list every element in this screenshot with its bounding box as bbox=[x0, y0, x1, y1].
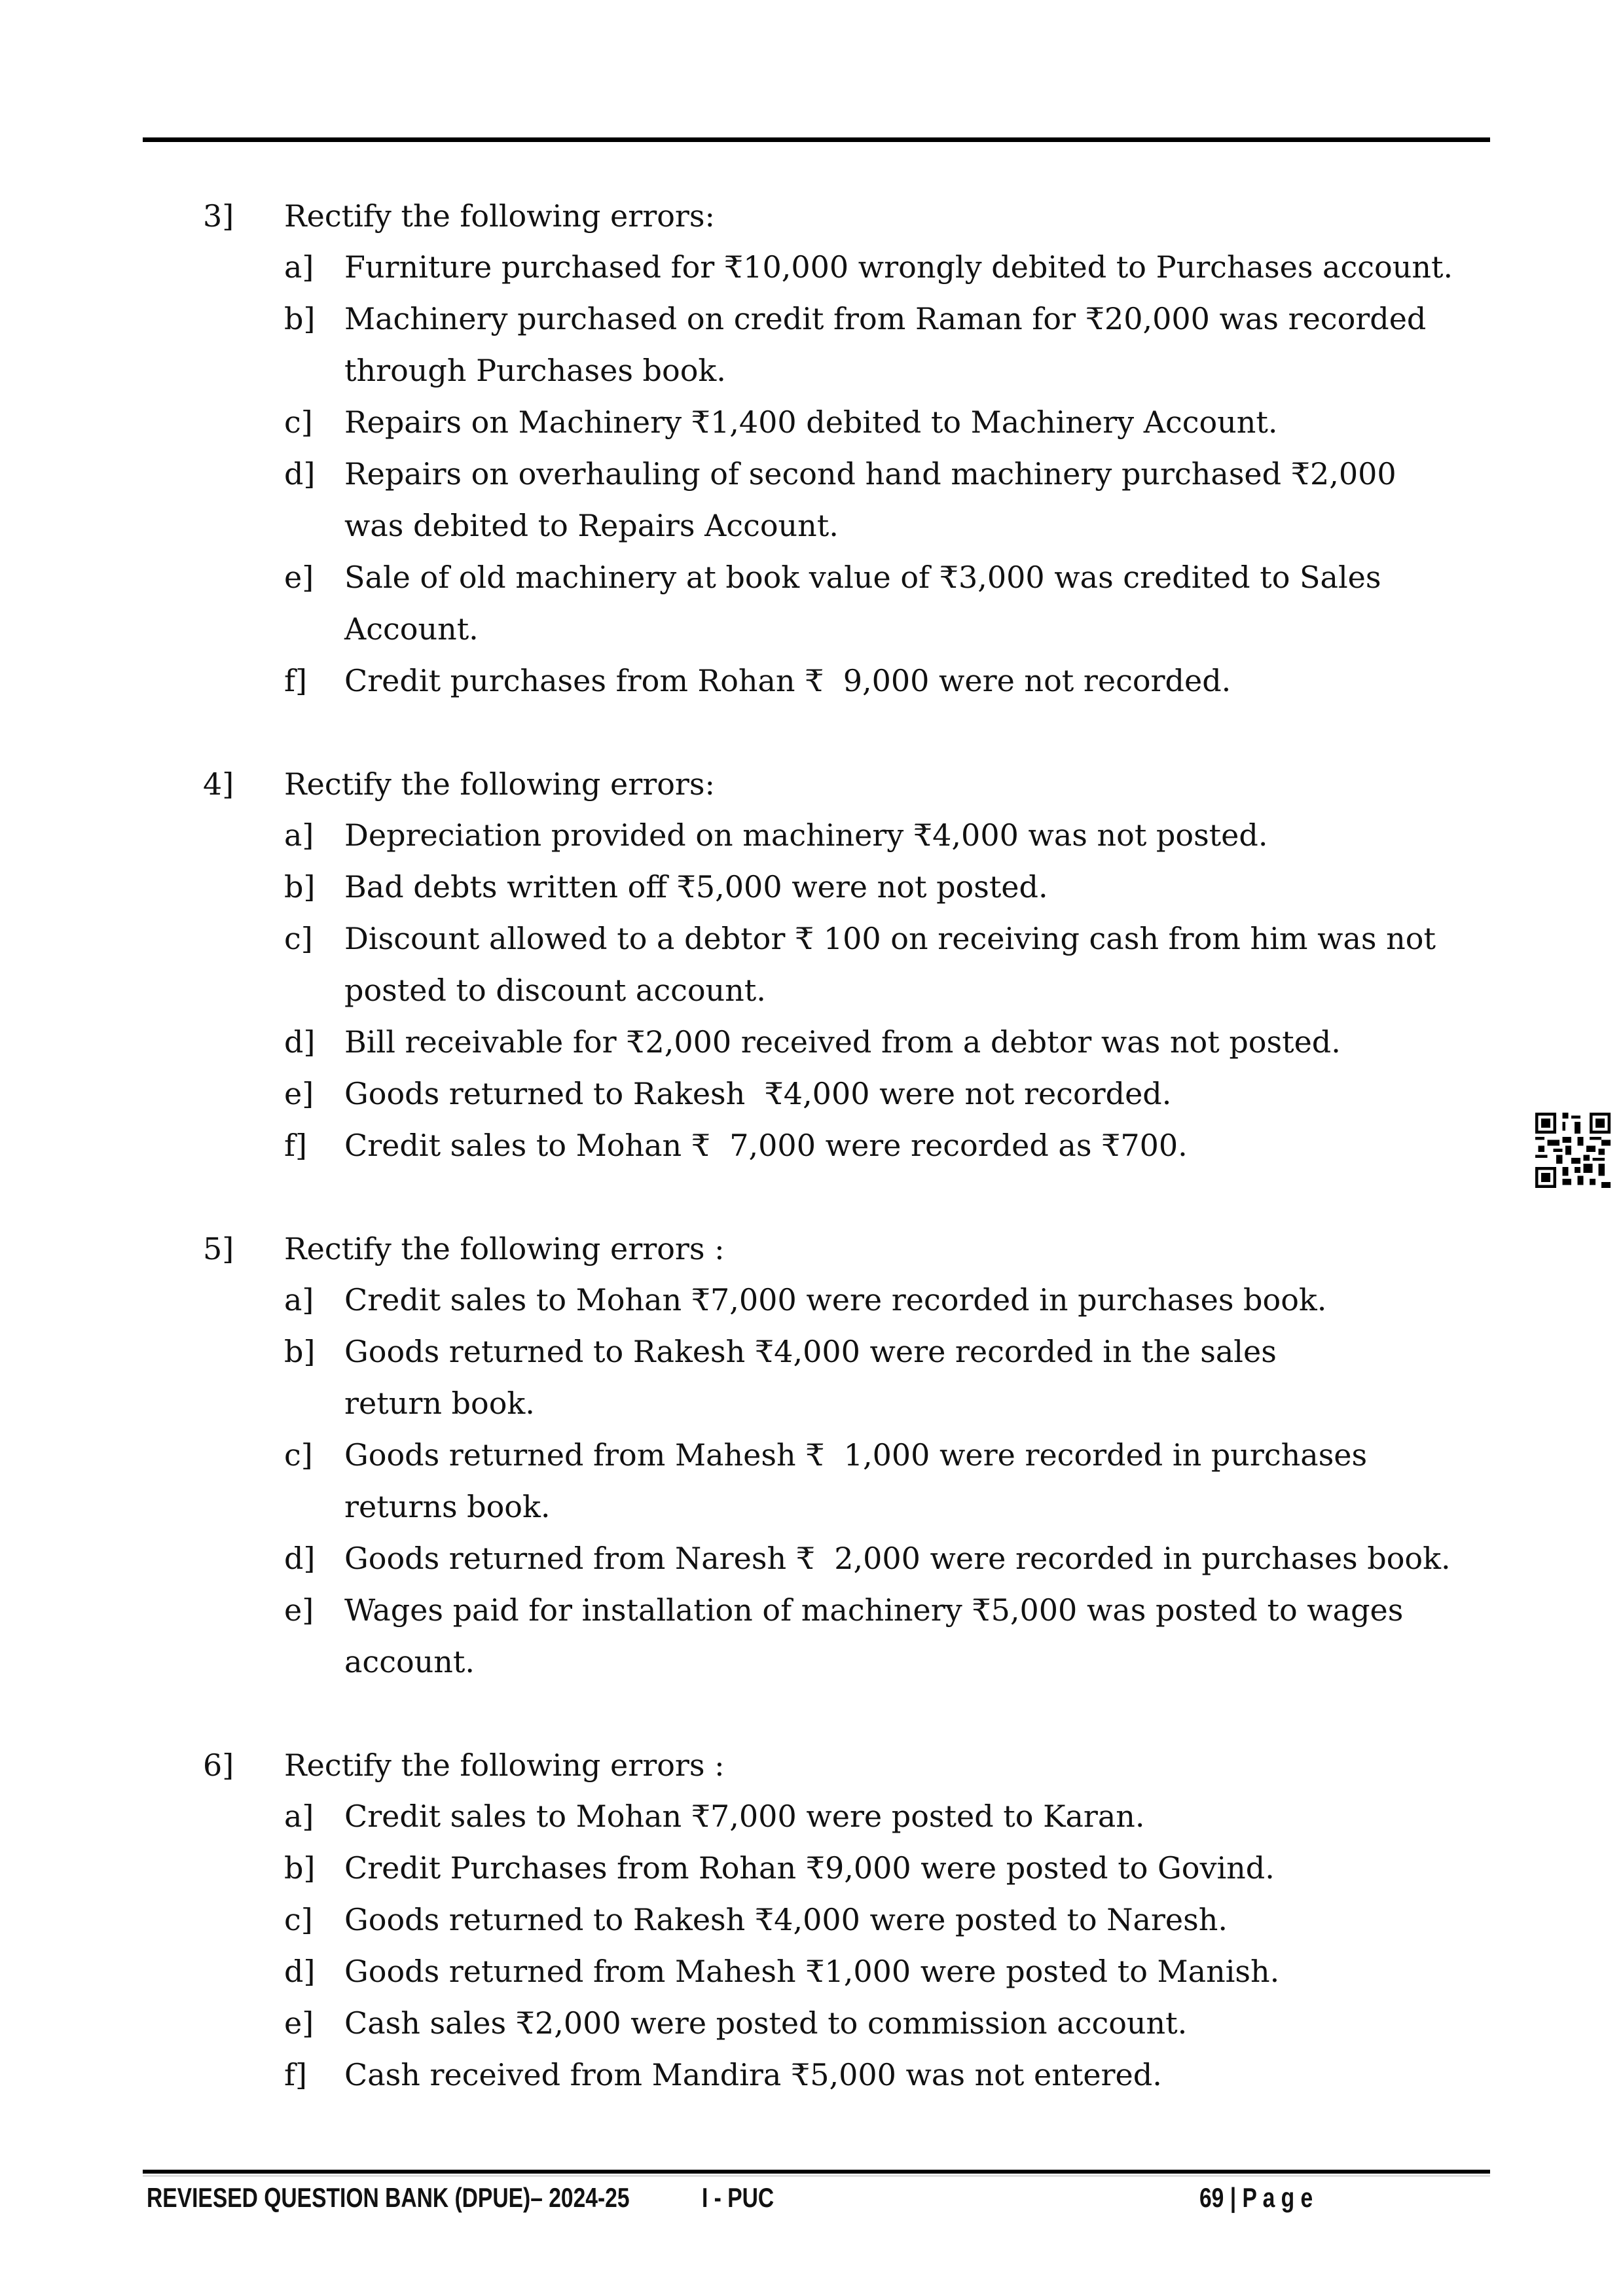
question-item bbox=[203, 1016, 1486, 1068]
item-label: e] bbox=[284, 2005, 314, 2041]
question-item bbox=[203, 1378, 1486, 1429]
item-text: Repairs on overhauling of second hand machinery purchased ₹2,000 bbox=[344, 456, 1396, 492]
question-number: 6] bbox=[203, 1747, 234, 1783]
question bbox=[203, 1739, 1486, 2101]
question-item bbox=[203, 810, 1486, 861]
question bbox=[203, 758, 1486, 1172]
item-label bbox=[284, 603, 344, 655]
item-text: posted to discount account. bbox=[344, 973, 766, 1008]
question-item bbox=[203, 1533, 1486, 1585]
item-text: Credit purchases from Rohan ₹ 9,000 were not recorded. bbox=[344, 663, 1231, 698]
question-item bbox=[203, 1481, 1486, 1533]
question-item bbox=[203, 1998, 1486, 2049]
item-text: Sale of old machinery at book value of ₹3,000 was credited to Sales bbox=[344, 560, 1381, 595]
question bbox=[203, 1223, 1486, 1688]
footer-title: REVIESED QUESTION BANK (DPUE)– 2024-25 bbox=[147, 2182, 630, 2213]
item-text: Goods returned from Mahesh ₹1,000 were posted to Manish. bbox=[344, 1954, 1280, 1989]
item-text: Depreciation provided on machinery ₹4,000 was not posted. bbox=[344, 817, 1268, 853]
item-text: Credit sales to Mohan ₹7,000 were posted to Karan. bbox=[344, 1799, 1145, 1834]
item-label bbox=[284, 500, 344, 552]
header-rule bbox=[143, 137, 1490, 142]
question-heading bbox=[203, 1223, 1486, 1274]
question-item bbox=[203, 1894, 1486, 1946]
question-item bbox=[203, 1068, 1486, 1120]
item-text: Repairs on Machinery ₹1,400 debited to Machinery Account. bbox=[344, 404, 1278, 440]
item-text: Machinery purchased on credit from Raman for ₹20,000 was recorded bbox=[344, 301, 1427, 336]
question-item bbox=[203, 1791, 1486, 1842]
item-text: Goods returned from Naresh ₹ 2,000 were recorded in purchases book. bbox=[344, 1541, 1451, 1576]
item-label: a] bbox=[284, 817, 314, 853]
item-text: Furniture purchased for ₹10,000 wrongly debited to Purchases account. bbox=[344, 249, 1453, 285]
item-text: Goods returned to Rakesh ₹4,000 were recorded in the sales bbox=[344, 1334, 1277, 1369]
item-label: b] bbox=[284, 301, 316, 336]
question-heading bbox=[203, 190, 1486, 242]
question-item bbox=[203, 1842, 1486, 1894]
item-text: return book. bbox=[344, 1386, 535, 1421]
question-heading bbox=[203, 1739, 1486, 1791]
item-label: b] bbox=[284, 869, 316, 905]
item-label: c] bbox=[284, 921, 313, 956]
item-label: e] bbox=[284, 560, 314, 595]
question-item bbox=[203, 1946, 1486, 1998]
question-item bbox=[203, 293, 1486, 345]
question-item bbox=[203, 345, 1486, 397]
item-text: returns book. bbox=[344, 1489, 551, 1524]
item-label: c] bbox=[284, 1902, 313, 1937]
question-title: Rectify the following errors: bbox=[284, 198, 716, 234]
item-label: d] bbox=[284, 1024, 316, 1060]
question-item bbox=[203, 965, 1486, 1016]
item-text: Bad debts written off ₹5,000 were not posted. bbox=[344, 869, 1048, 905]
question-title: Rectify the following errors : bbox=[284, 1747, 725, 1783]
item-label: a] bbox=[284, 249, 314, 285]
item-label: f] bbox=[284, 1128, 307, 1163]
question-number: 3] bbox=[203, 198, 234, 234]
question-number: 4] bbox=[203, 766, 234, 802]
question-item bbox=[203, 500, 1486, 552]
item-text: Bill receivable for ₹2,000 received from a debtor was not posted. bbox=[344, 1024, 1341, 1060]
item-text: Credit sales to Mohan ₹ 7,000 were recorded as ₹700. bbox=[344, 1128, 1188, 1163]
item-text: Cash sales ₹2,000 were posted to commission account. bbox=[344, 2005, 1188, 2041]
item-label bbox=[284, 965, 344, 1016]
question-title: Rectify the following errors: bbox=[284, 766, 716, 802]
question-item bbox=[203, 1274, 1486, 1326]
item-label: d] bbox=[284, 1954, 316, 1989]
item-text: Goods returned to Rakesh ₹4,000 were posted to Naresh. bbox=[344, 1902, 1228, 1937]
item-text: Cash received from Mandira ₹5,000 was not entered. bbox=[344, 2057, 1162, 2092]
item-label: e] bbox=[284, 1592, 314, 1628]
question-number: 5] bbox=[203, 1230, 234, 1266]
item-label bbox=[284, 1481, 344, 1533]
question-item bbox=[203, 242, 1486, 293]
question-item bbox=[203, 1585, 1486, 1636]
question-item bbox=[203, 552, 1486, 603]
item-text: Credit sales to Mohan ₹7,000 were recorded in purchases book. bbox=[344, 1282, 1327, 1318]
question-item bbox=[203, 655, 1486, 707]
item-label bbox=[284, 345, 344, 397]
item-text: Wages paid for installation of machinery ₹5,000 was posted to wages bbox=[344, 1592, 1404, 1628]
question-item bbox=[203, 1636, 1486, 1688]
question bbox=[203, 190, 1486, 707]
question-item bbox=[203, 2049, 1486, 2101]
item-label bbox=[284, 1378, 344, 1429]
item-label: b] bbox=[284, 1334, 316, 1369]
item-text: account. bbox=[344, 1644, 475, 1679]
item-text: was debited to Repairs Account. bbox=[344, 508, 839, 543]
page-number: 69 | P a g e bbox=[1199, 2182, 1313, 2213]
item-label: b] bbox=[284, 1850, 316, 1886]
question-item bbox=[203, 913, 1486, 965]
item-label: a] bbox=[284, 1799, 314, 1834]
qr-code-icon bbox=[1535, 1113, 1611, 1188]
item-label bbox=[284, 1636, 344, 1688]
question-heading bbox=[203, 758, 1486, 810]
item-label: c] bbox=[284, 404, 313, 440]
question-item bbox=[203, 1120, 1486, 1172]
question-item bbox=[203, 603, 1486, 655]
item-label: f] bbox=[284, 663, 307, 698]
question-item bbox=[203, 1429, 1486, 1481]
item-label: e] bbox=[284, 1076, 314, 1111]
question-title: Rectify the following errors : bbox=[284, 1230, 725, 1266]
question-list bbox=[203, 190, 1486, 2152]
question-item bbox=[203, 448, 1486, 500]
item-label: d] bbox=[284, 1541, 316, 1576]
item-text: Goods returned from Mahesh ₹ 1,000 were recorded in purchases bbox=[344, 1437, 1368, 1473]
item-label: f] bbox=[284, 2057, 307, 2092]
item-label: a] bbox=[284, 1282, 314, 1318]
item-text: Account. bbox=[344, 611, 479, 647]
item-text: through Purchases book. bbox=[344, 353, 726, 388]
question-item bbox=[203, 397, 1486, 448]
page-footer bbox=[147, 2172, 1482, 2224]
footer-class: I - PUC bbox=[702, 2182, 775, 2213]
question-item bbox=[203, 861, 1486, 913]
item-text: Discount allowed to a debtor ₹ 100 on receiving cash from him was not bbox=[344, 921, 1436, 956]
item-label: c] bbox=[284, 1437, 313, 1473]
question-item bbox=[203, 1326, 1486, 1378]
item-text: Credit Purchases from Rohan ₹9,000 were posted to Govind. bbox=[344, 1850, 1275, 1886]
item-text: Goods returned to Rakesh ₹4,000 were not recorded. bbox=[344, 1076, 1172, 1111]
item-label: d] bbox=[284, 456, 316, 492]
